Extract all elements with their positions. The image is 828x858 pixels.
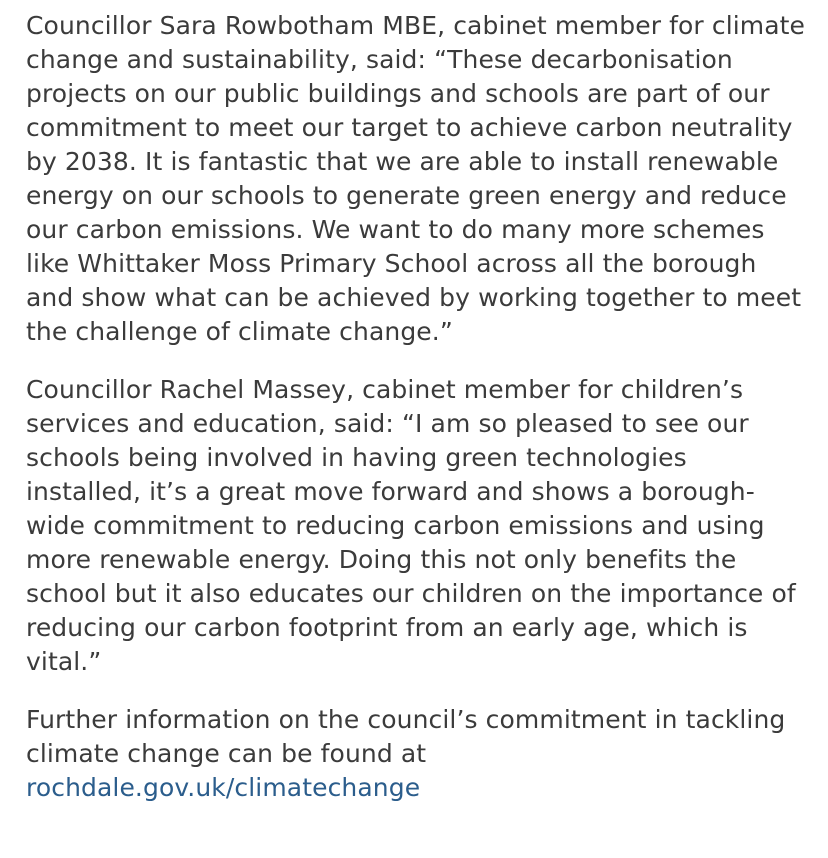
further-info-text: Further information on the council’s commitment in tackling climate change can be found at: [26, 705, 786, 768]
further-info-paragraph: [26, 703, 808, 805]
quote-paragraph-rowbotham: Councillor Sara Rowbotham MBE, cabinet member for climate change and sustainability, said: “These decarbonisation projects on our public buildings and schools are part of our commitment to meet our target to achieve carbon neutrality by 2038. It is fantastic that we are able to install renewable energy on our schools to generate green energy and reduce our carbon emissions. We want to do many more schemes like Whittaker Moss Primary School across all the borough and show what can be achieved by working together to meet the challenge of climate change.”: [26, 11, 806, 346]
quote-paragraph-massey: Councillor Rachel Massey, cabinet member for children’s services and education, said: “I am so pleased to see our schools being involved in having green technologies installed, it’s a great move forward and shows a borough-wide commitment to reducing carbon emissions and using more renewable energy. Doing this not only benefits the school but it also educates our children on the importance of reducing our carbon footprint from an early age, which is vital.”: [26, 375, 796, 676]
climate-change-link[interactable]: rochdale.gov.uk/climatechange: [26, 773, 421, 802]
